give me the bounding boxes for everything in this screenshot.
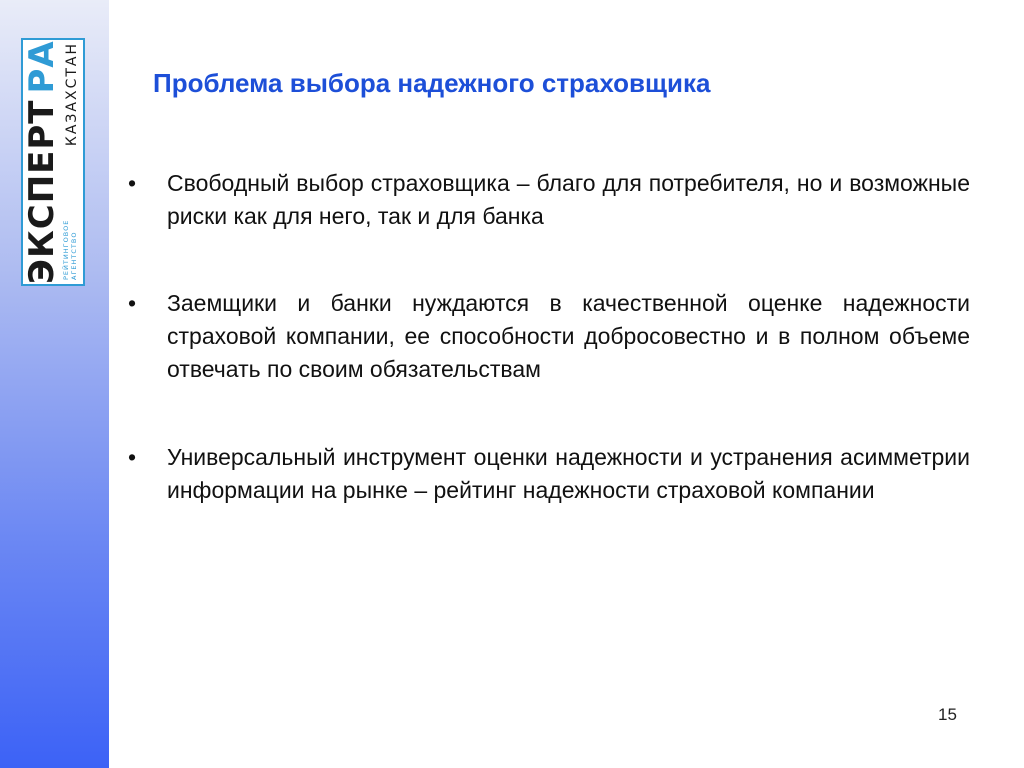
logo-brand-main: ЭКСПЕРТ	[22, 99, 62, 284]
logo-brand-accent: РА	[22, 40, 62, 94]
logo-country: КАЗАХСТАН	[64, 42, 80, 147]
bullet-text: Универсальный инструмент оценки надежности и устранения асимметрии информации на рынке – рейтинг надежности страховой компании	[167, 444, 970, 503]
bullet-dot-icon: •	[128, 290, 137, 316]
bullet-item	[128, 441, 970, 507]
slide-title: Проблема выбора надежного страховщика	[153, 68, 711, 98]
bullet-dot-icon: •	[128, 170, 137, 196]
bullet-text: Свободный выбор страховщика – благо для потребителя, но и возможные риски как для него, так и для банка	[167, 170, 970, 229]
logo-agency-text	[63, 210, 78, 280]
bullet-text: Заемщики и банки нуждаются в качественной оценке надежности страховой компании, ее способности добросовестно и в полном объеме отвечать по своим обязательствам	[167, 290, 970, 382]
bullet-item	[128, 287, 970, 386]
bullet-item	[128, 167, 970, 233]
logo-agency-line1: РЕЙТИНГОВОЕ	[62, 219, 70, 280]
page-number: 15	[938, 705, 957, 724]
expert-ra-logo	[21, 38, 85, 286]
logo-agency-line2: АГЕНТСТВО	[69, 231, 78, 280]
bullet-list	[128, 167, 970, 561]
bullet-dot-icon: •	[128, 444, 137, 470]
